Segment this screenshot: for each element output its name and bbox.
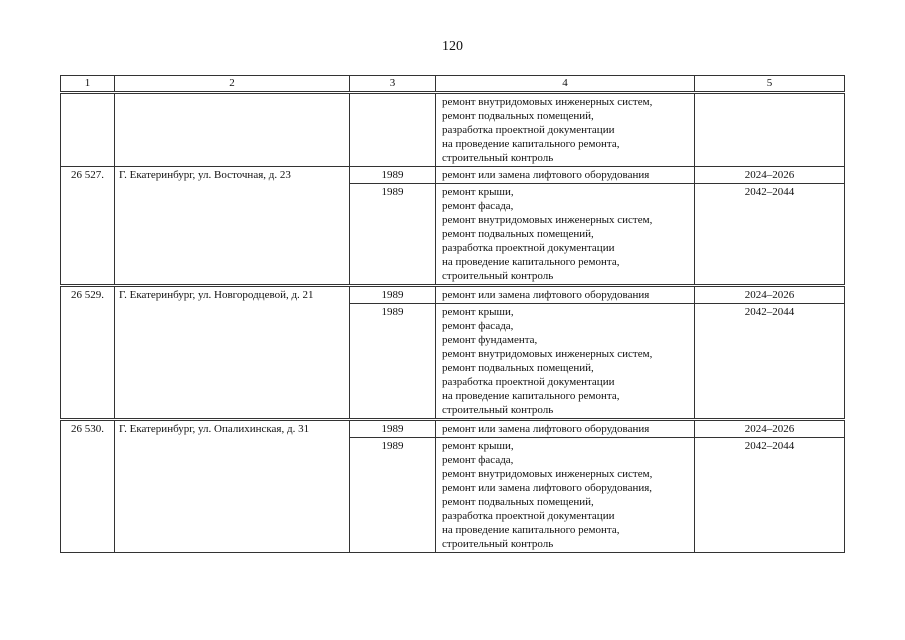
work-line: ремонт крыши, <box>442 440 514 452</box>
work-line: строительный контроль <box>442 404 554 416</box>
table-row <box>61 287 845 304</box>
work-line: ремонт внутридомовых инженерных систем, <box>442 214 653 226</box>
continuation-row <box>61 94 845 167</box>
work-line: разработка проектной документации <box>442 242 615 254</box>
entry-address: Г. Екатеринбург, ул. Восточная, д. 23 <box>115 167 350 285</box>
work-line: ремонт подвальных помещений, <box>442 110 594 122</box>
entry-works <box>436 184 695 285</box>
entry-year: 1989 <box>350 167 436 184</box>
table-row <box>61 421 845 438</box>
page-number: 120 <box>442 39 463 54</box>
work-line: строительный контроль <box>442 152 554 164</box>
entry-number: 26 530. <box>61 421 115 553</box>
column-header-2: 2 <box>115 76 350 92</box>
entry-number: 26 527. <box>61 167 115 285</box>
column-number-row <box>61 76 845 92</box>
work-line: ремонт крыши, <box>442 186 514 198</box>
entry-period: 2024–2026 <box>695 287 845 304</box>
column-header-1: 1 <box>61 76 115 92</box>
continuation-num-cell <box>61 94 115 167</box>
work-line: строительный контроль <box>442 538 554 550</box>
work-line: ремонт фасада, <box>442 200 514 212</box>
work-line: разработка проектной документации <box>442 510 615 522</box>
entry-works <box>436 421 695 438</box>
column-header-5: 5 <box>695 76 845 92</box>
work-line: ремонт фундамента, <box>442 334 538 346</box>
entry-works <box>436 167 695 184</box>
repair-schedule-table <box>60 75 845 553</box>
continuation-period-cell <box>695 94 845 167</box>
work-line: на проведение капитального ремонта, <box>442 390 620 402</box>
entry-period: 2024–2026 <box>695 167 845 184</box>
work-line: ремонт подвальных помещений, <box>442 496 594 508</box>
work-line: разработка проектной документации <box>442 376 615 388</box>
work-line: ремонт или замена лифтового оборудования <box>442 289 650 301</box>
continuation-works <box>436 94 695 167</box>
entry-period: 2042–2044 <box>695 304 845 419</box>
continuation-address-cell <box>115 94 350 167</box>
entry-number: 26 529. <box>61 287 115 419</box>
work-line: ремонт подвальных помещений, <box>442 228 594 240</box>
entry-year: 1989 <box>350 421 436 438</box>
work-line: ремонт внутридомовых инженерных систем, <box>442 468 653 480</box>
table-row <box>61 167 845 184</box>
work-line: ремонт внутридомовых инженерных систем, <box>442 348 653 360</box>
work-line: ремонт или замена лифтового оборудования, <box>442 482 653 494</box>
work-line: разработка проектной документации <box>442 124 615 136</box>
entry-period: 2042–2044 <box>695 438 845 553</box>
column-header-4: 4 <box>436 76 695 92</box>
entry-works <box>436 287 695 304</box>
entry-works <box>436 438 695 553</box>
work-line: ремонт подвальных помещений, <box>442 362 594 374</box>
entry-period: 2042–2044 <box>695 184 845 285</box>
work-line: ремонт или замена лифтового оборудования <box>442 169 650 181</box>
entry-works <box>436 304 695 419</box>
work-line: строительный контроль <box>442 270 554 282</box>
entry-year: 1989 <box>350 287 436 304</box>
work-line: ремонт крыши, <box>442 306 514 318</box>
column-header-3: 3 <box>350 76 436 92</box>
work-line: ремонт внутридомовых инженерных систем, <box>442 96 653 108</box>
entry-address: Г. Екатеринбург, ул. Опалихинская, д. 31 <box>115 421 350 553</box>
work-line: ремонт фасада, <box>442 454 514 466</box>
entry-address: Г. Екатеринбург, ул. Новгородцевой, д. 21 <box>115 287 350 419</box>
work-line: ремонт или замена лифтового оборудования <box>442 423 650 435</box>
continuation-year-cell <box>350 94 436 167</box>
entry-year: 1989 <box>350 304 436 419</box>
work-line: на проведение капитального ремонта, <box>442 256 620 268</box>
entry-year: 1989 <box>350 438 436 553</box>
entry-period: 2024–2026 <box>695 421 845 438</box>
entry-year: 1989 <box>350 184 436 285</box>
work-line: на проведение капитального ремонта, <box>442 524 620 536</box>
work-line: ремонт фасада, <box>442 320 514 332</box>
work-line: на проведение капитального ремонта, <box>442 138 620 150</box>
